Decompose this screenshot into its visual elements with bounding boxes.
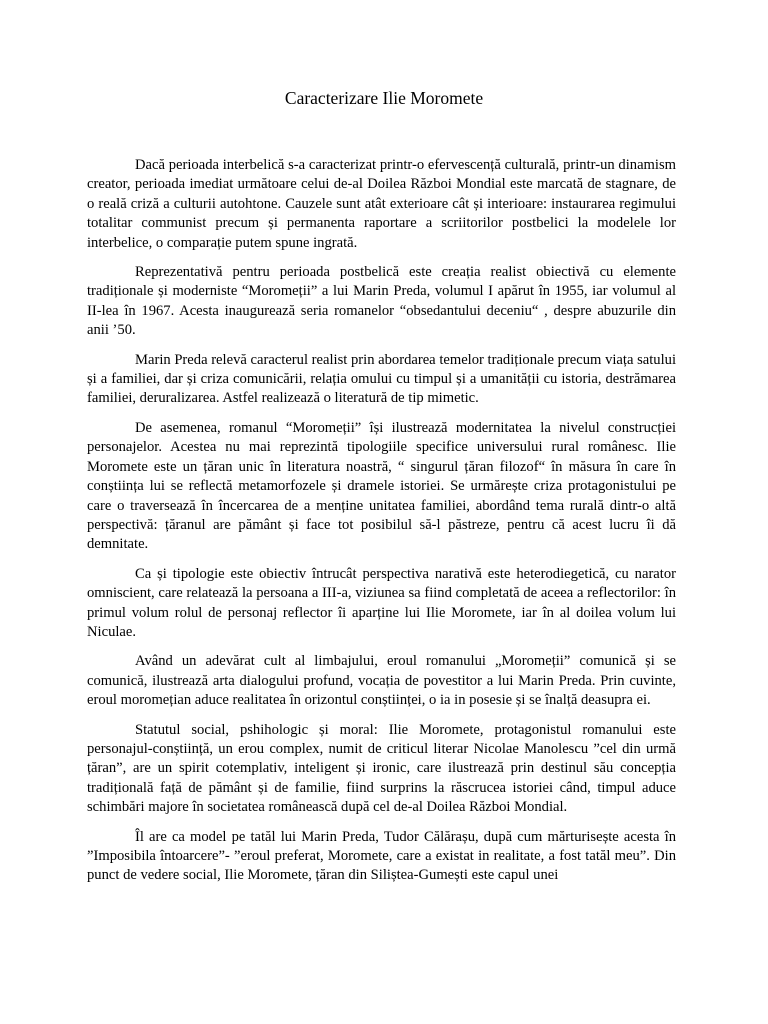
document-body — [87, 156, 676, 896]
paragraph: Marin Preda relevă caracterul realist prin abordarea temelor tradiționale precum viața satului și a familiei, dar și criza comunicării, relația omului cu timpul și a umanității cu istoria, destrămarea familiei, deruralizarea. Astfel realizează o literatură de tip mimetic. — [87, 351, 676, 407]
paragraph: De asemenea, romanul “Moromeții” își ilustrează modernitatea la nivelul construcției personajelor. Acestea nu mai reprezintă tipologiile specifice universului rural românesc. Ilie Moromete este un țăran unic în literatura noastră, “ singurul țăran filozof“ în măsura în care în conștiința lui se reflectă metamorfozele și dramele istoriei. Se urmărește criza protagonistului pe care o traversează în încercarea de a menține unitatea familiei, abordând tema rurală dintr-o altă perspectivă: țăranul are pământ și face tot posibilul să-l păstreze, pentru că acest lucru îi dă demnitate. — [87, 419, 676, 553]
paragraph: Dacă perioada interbelică s-a caracterizat printr-o efervescență culturală, printr-un dinamism creator, perioada imediat următoare celui de-al Doilea Război Mondial este marcată de stagnare, de o reală criză a culturii autohtone. Cauzele sunt atât exterioare cât și interioare: instaurarea regimului totalitar communist precum și permanenta raportare a scriitorilor postbelici la modelele lor interbelice, o comparație putem spune ingrată. — [87, 157, 676, 251]
paragraph: Statutul social, pshihologic și moral: Ilie Moromete, protagonistul romanului este personajul-conștiință, un erou complex, numit de criticul literar Nicolae Manolescu ”cel din urmă țăran”, are un spirit cotemplativ, inteligent și ironic, care ilustrează prin destinul său concepția tradițională față de pământ și de familie, fiind surprins la răscrucea istoriei când, timpul aduce schimbări majore în societatea românească după cel de-al Doilea Război Mondial. — [87, 721, 676, 816]
document-title: Caracterizare Ilie Moromete — [284, 88, 484, 108]
paragraph: Îl are ca model pe tatăl lui Marin Preda, Tudor Călărașu, după cum mărturisește acesta în ”Imposibila întoarcere”- ”eroul preferat, Moromete, care a existat in realitate, a fost tatăl meu”. Din punct de vedere social, Ilie Moromete, țăran din Siliștea-Gumești este capul unei — [87, 828, 676, 884]
paragraph: Ca și tipologie este obiectiv întrucât perspectiva narativă este heterodiegetică, cu narator omniscient, care relatează la persoana a III-a, viziunea sa fiind completată de aceea a reflectorilor: în primul volum rolul de personaj reflector îi aparține lui Ilie Moromete, iar în al doilea volum lui Niculae. — [87, 565, 676, 640]
paragraph: Reprezentativă pentru perioada postbelică este creația realist obiectivă cu elemente tradiționale și moderniste “Moromeții” a lui Marin Preda, volumul I apărut în 1955, iar volumul al II-lea în 1967. Acesta inaugurează seria romanelor “obsedantului deceniu“ , despre abuzurile din anii ’50. — [87, 264, 676, 339]
paragraph: Având un adevărat cult al limbajului, eroul romanului „Moromeții” comunică și se comunică, ilustrează arta dialogului profund, vocația de povestitor a lui Marin Preda. Prin cuvinte, eroul moromețian aduce realitatea în orizontul conștiinței, o ia in posesie și se înalță deasupra ei. — [87, 653, 676, 709]
